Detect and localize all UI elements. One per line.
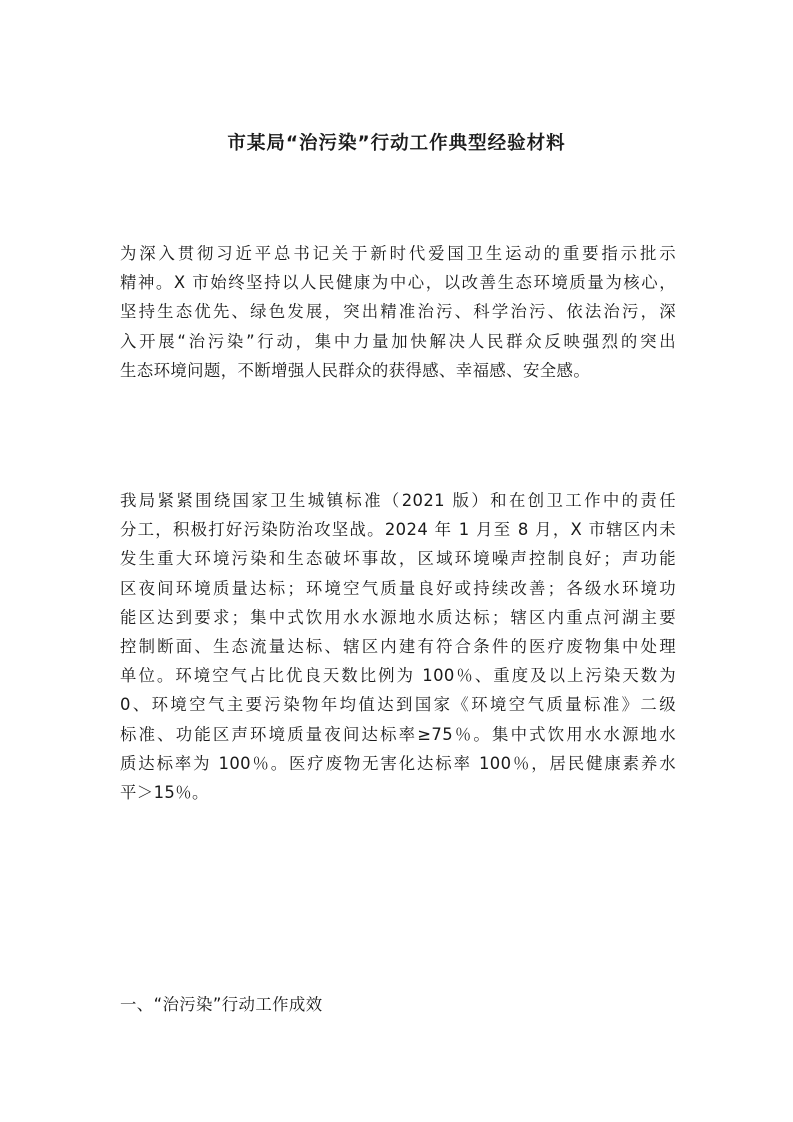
paragraph-line: 控制断面、生态流量达标、辖区内建有符合条件的医疗废物集中处理 xyxy=(120,637,676,657)
paragraph-line: 标准、功能区声环境质量夜间达标率≥75％。集中式饮用水水源地水 xyxy=(120,724,676,744)
paragraph-line: 精神。X 市始终坚持以人民健康为中心，以改善生态环境质量为核心， xyxy=(120,273,676,293)
intro-paragraph xyxy=(120,239,676,385)
paragraph-line: 坚持生态优先、绿色发展，突出精准治污、科学治污、依法治污，深 xyxy=(120,302,676,322)
document-title: 市某局“治污染”行动工作典型经验材料 xyxy=(227,133,566,154)
paragraph-line: 单位。环境空气占比优良天数比例为 100％、重度及以上污染天数为 xyxy=(120,666,676,686)
paragraph-line: 能区达到要求；集中式饮用水水源地水质达标；辖区内重点河湖主要 xyxy=(120,607,676,627)
results-paragraph xyxy=(120,486,676,807)
paragraph-line: 0、环境空气主要污染物年均值达到国家《环境空气质量标准》二级 xyxy=(120,695,676,715)
section-heading: 一、“治污染”行动工作成效 xyxy=(120,995,323,1014)
paragraph-line: 我局紧紧围绕国家卫生城镇标准（2021 版）和在创卫工作中的责任 xyxy=(120,491,676,510)
paragraph-line: 平＞15％。 xyxy=(120,783,209,803)
paragraph-line: 区夜间环境质量达标；环境空气质量良好或持续改善；各级水环境功 xyxy=(120,578,676,598)
paragraph-line: 入开展“治污染”行动，集中力量加快解决人民群众反映强烈的突出 xyxy=(120,331,676,351)
paragraph-line: 质达标率为 100％。医疗废物无害化达标率 100％，居民健康素养水 xyxy=(120,753,676,773)
paragraph-line: 发生重大环境污染和生态破坏事故，区域环境噪声控制良好；声功能 xyxy=(120,549,676,569)
paragraph-line: 分工，积极打好污染防治攻坚战。2024 年 1 月至 8 月，X 市辖区内未 xyxy=(120,520,676,540)
paragraph-line: 为深入贯彻习近平总书记关于新时代爱国卫生运动的重要指示批示 xyxy=(120,244,676,263)
paragraph-line: 生态环境问题，不断增强人民群众的获得感、幸福感、安全感。 xyxy=(120,360,591,380)
